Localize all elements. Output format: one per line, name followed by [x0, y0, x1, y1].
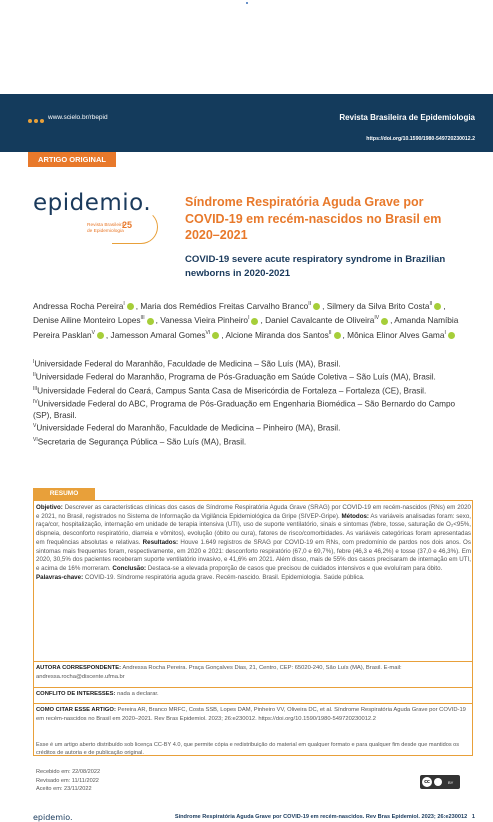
accepted-date: Aceito em: 23/11/2022	[36, 786, 92, 793]
article-dates	[36, 768, 100, 794]
author-name: Silmery da Silva Brito Costa$^{II}$	[327, 301, 444, 311]
title-english: COVID-19 severe acute respiratory syndrome in Brazilian newborns in 2020-2021	[185, 254, 446, 279]
orcid-icon[interactable]	[212, 332, 219, 339]
journal-logo: epidemio.	[33, 190, 152, 216]
author-name: Amanda Namíbia Pereira Pasklan$^V$	[33, 315, 459, 340]
cite-text[interactable]: Pereira AR, Branco MRFC, Costa SSB, Lopes DAM, Pinheiro VV, Oliveira DC, et al. Síndrome Respiratória Aguda Grave por COVID-19 em recém-nascidos no Brasil em 2020–2021. Rev Bras Epidemiol. 2023; 26:e230012. https://doi.org/10.1590/1980-549720230012.2	[36, 707, 466, 722]
affiliation-item: $^{III}$Universidade Federal do Ceará, Campus Santa Casa de Misericórdia de Fortaleza – Fortaleza (CE), Brasil.	[33, 385, 427, 396]
correspondence-label: AUTORA CORRESPONDENTE:	[36, 665, 122, 671]
keywords-text: COVID-19. Síndrome respiratória aguda grave. Recém-nascido. Brasil. Epidemiologia. Saúde pública.	[84, 573, 365, 581]
abstract-text	[36, 504, 471, 582]
logo-subtitle: Revista Brasileira de Epidemiologia	[87, 223, 125, 234]
divider	[34, 661, 472, 662]
author-list: Andressa Rocha Pereira$^I$ , Maria dos Remédios Freitas Carvalho Branco$^{II}$ , Silmery da Silva Brito Costa$^{II}$ , Denise Ailine Monteiro Lopes$^{III}$ , Vanessa Vieira Pinheiro$^I$ , Daniel Cavalcante de Oliveira$^{IV}$ , Amanda Namíbia Pereira Pasklan$^V$ , Jamesson Amaral Gomes$^{VI}$ , Alcione Miranda dos Santos$^{II}$ , Mônica Elinor Alves Gama$^I$	[33, 300, 459, 340]
keywords-label: Palavras-chave:	[36, 573, 84, 581]
page-number: 1	[471, 814, 475, 820]
anniversary-arc-icon	[112, 210, 158, 244]
affiliation-item: $^I$Universidade Federal do Maranhão, Faculdade de Medicina – São Luís (MA), Brasil.	[33, 359, 341, 369]
orcid-icon[interactable]	[97, 332, 104, 339]
footer-logo: epidemio.	[33, 813, 73, 822]
orcid-icon[interactable]	[313, 303, 320, 310]
cc-icon: cc	[422, 777, 432, 787]
results-text: Houve 1.649 registros de SRAG por COVID-19 em RNs, com predomínio de pardos nos dois anos. Os sintomas mais frequentes foram, respectivamente, em 2020 e 2021: desconforto respiratório (67,0 e 69,7%), febre (46,3 e 46,2%) e tosse (37,0 e 46,3%). Em 2020, 30,5% dos pacientes receberam suporte ventilatório invasivo, e 41,6% em 2021. Além disso, mais de 55% dos casos precisaram de internação em UTI, e acima de 16% morreram.	[36, 538, 471, 572]
orcid-icon[interactable]	[434, 303, 441, 310]
orcid-icon[interactable]	[147, 318, 154, 325]
article-type-badge: ARTIGO ORIGINAL	[28, 152, 116, 167]
author-name: Jamesson Amaral Gomes$^{VI}$	[111, 330, 222, 340]
divider	[34, 703, 472, 704]
cite-label: COMO CITAR ESSE ARTIGO:	[36, 707, 116, 713]
conflict-text: nada a declarar.	[117, 691, 159, 697]
author-name: Maria dos Remédios Freitas Carvalho Branco$^{II}$	[140, 301, 322, 311]
author-name: Andressa Rocha Pereira$^I$	[33, 301, 136, 311]
header-dots-icon	[28, 119, 44, 123]
received-date: Recebido em: 22/08/2022	[36, 769, 101, 775]
cite-section	[36, 706, 471, 723]
journal-name: Revista Brasileira de Epidemiologia	[339, 113, 475, 122]
revised-date: Revisado em: 11/11/2022	[36, 777, 99, 784]
journal-header-band	[0, 94, 493, 152]
journal-url[interactable]: www.scielo.br/rbepid	[48, 114, 108, 121]
author-name: Denise Ailine Monteiro Lopes$^{III}$	[33, 315, 156, 325]
conclusion-text: Destaca-se a elevada proporção de casos que precisou de cuidados intensivos e que evoluíram para óbito.	[147, 564, 443, 572]
author-name: Vanessa Vieira Pinheiro$^I$	[160, 315, 260, 325]
affiliation-item: $^{VI}$Secretaria de Segurança Pública – São Luís (MA), Brasil.	[33, 436, 247, 447]
affiliation-item: $^V$Universidade Federal do Maranhão, Faculdade de Medicina – Pinheiro (MA), Brasil.	[33, 423, 341, 434]
author-name: Alcione Miranda dos Santos$^{II}$	[225, 330, 342, 340]
correspondence-section	[36, 664, 471, 681]
correspondence-text[interactable]: Andressa Rocha Pereira. Praça Gonçalves Dias, 21, Centro, CEP: 65020-240, São Luís (MA), Brasil. E-mail: andressa.rocha@discente.ufma.br	[36, 665, 402, 680]
cc-by-license-icon[interactable]	[420, 775, 460, 789]
affiliation-item: $^{IV}$Universidade Federal do ABC, Programa de Pós-Graduação em Engenharia Biomédica – São Bernardo do Campo (SP), Brasil.	[33, 399, 456, 420]
objective-text: Descrever as características clínicas dos casos de Síndrome Respiratória Aguda Grave (SRAG) por COVID-19 em recém-nascidos (RNs) em 2020 e 2021, no Brasil, registrados no Sistema de Informação da Vigilância Epidemiológica da Gripe (SIVEP-Gripe).	[36, 504, 471, 520]
footer-citation: Síndrome Respiratória Aguda Grave por COVID-19 em recém-nascidos. Rev Bras Epidemiol. 2023; 26:e230012 1	[174, 814, 475, 820]
conflict-section	[36, 690, 471, 699]
license-text: Esse é um artigo aberto distribuído sob licença CC-BY 4.0, que permite cópia e redistribuição do material em qualquer formato e para qualquer fim desde que mantidos os créditos de autoria e de publicação original.	[36, 742, 460, 757]
by-label: BY	[448, 779, 454, 785]
doi-link[interactable]: https://doi.org/10.1590/1980-549720230012.2	[366, 136, 475, 142]
orcid-icon[interactable]	[448, 332, 455, 339]
title-portuguese: Síndrome Respiratória Aguda Grave por COVID-19 em recém-nascidos no Brasil em 2020–2021	[185, 195, 442, 242]
orcid-icon[interactable]	[381, 318, 388, 325]
conclusion-label: Conclusão:	[112, 564, 147, 572]
results-label: Resultados:	[142, 538, 179, 546]
methods-label: Métodos:	[341, 512, 369, 520]
divider	[34, 687, 472, 688]
objective-label: Objetivo:	[36, 504, 63, 511]
orcid-icon[interactable]	[334, 332, 341, 339]
anniversary-badge: 25	[122, 220, 133, 230]
orcid-icon[interactable]	[251, 318, 258, 325]
affiliation-item: $^{II}$Universidade Federal do Maranhão, Programa de Pós-Graduação em Saúde Coletiva – São Luís (MA), Brasil.	[33, 372, 436, 383]
abstract-tab: RESUMO	[33, 488, 95, 500]
person-icon	[434, 778, 442, 786]
methods-text: As variáveis analisadas foram: sexo, raça/cor, hospitalização, internação em unidade de terapia intensiva (UTI), uso de suporte ventilatório, sinais e sintomas (febre, tosse, saturação de O₂<95%, dispneia, desconforto respiratório, diarreia e vômitos), evolução (óbito ou cura), fatores de risco/comorbidades. As variáveis categóricas foram apresentadas em frequências absolutas e relativas.	[36, 512, 471, 546]
conflict-label: CONFLITO DE INTERESSES:	[36, 691, 116, 697]
top-dot	[246, 2, 248, 4]
orcid-icon[interactable]	[127, 303, 134, 310]
author-name: Mônica Elinor Alves Gama$^I$	[347, 330, 457, 340]
author-name: Daniel Cavalcante de Oliveira$^{IV}$	[265, 315, 390, 325]
affiliation-list	[33, 357, 463, 448]
